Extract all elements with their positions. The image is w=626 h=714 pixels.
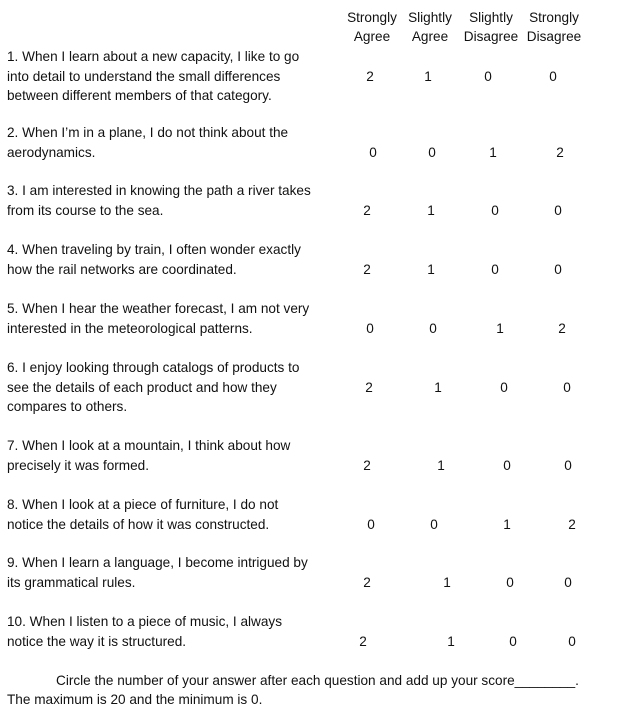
question-text-line: compares to others.	[7, 399, 128, 415]
column-header-line: Strongly	[347, 10, 397, 25]
score-option-strongly-disagree[interactable]: 2	[556, 144, 564, 160]
question-text-line: how the rail networks are coordinated.	[7, 261, 237, 277]
column-header-line: Disagree	[463, 29, 519, 44]
question-8	[7, 495, 352, 534]
question-2	[7, 123, 352, 162]
score-option-strongly-disagree[interactable]: 0	[549, 68, 557, 84]
question-text-line: 8. When I look at a piece of furniture, I do not	[7, 497, 279, 512]
question-3	[7, 181, 352, 220]
question-text-line: into detail to understand the small differences	[7, 68, 281, 84]
question-text-line: 10. When I listen to a piece of music, I always	[7, 614, 283, 629]
score-option-strongly-disagree[interactable]: 0	[568, 633, 576, 649]
question-text-line: 3. I am interested in knowing the path a river takes	[7, 183, 311, 198]
score-option-strongly-disagree[interactable]: 0	[563, 379, 571, 395]
score-option-slightly-agree[interactable]: 1	[427, 202, 435, 218]
score-option-slightly-agree[interactable]: 1	[427, 261, 435, 277]
score-option-slightly-agree[interactable]: 0	[429, 320, 437, 336]
question-4	[7, 240, 352, 279]
score-option-strongly-agree[interactable]: 2	[365, 379, 373, 395]
column-header-line: Strongly	[529, 10, 579, 25]
column-header-line: Agree	[353, 29, 391, 44]
score-option-strongly-agree[interactable]: 2	[359, 633, 367, 649]
score-option-strongly-disagree[interactable]: 0	[554, 261, 562, 277]
question-text-line: interested in the meteorological patterns.	[7, 320, 253, 336]
score-option-slightly-disagree[interactable]: 0	[503, 457, 511, 473]
score-option-slightly-agree[interactable]: 1	[424, 68, 432, 84]
score-option-strongly-agree[interactable]: 0	[366, 320, 374, 336]
question-1	[7, 47, 352, 106]
question-text-line: see the details of each product and how they	[7, 379, 277, 395]
score-option-slightly-disagree[interactable]: 0	[506, 574, 514, 590]
score-option-strongly-disagree[interactable]: 0	[564, 457, 572, 473]
question-9	[7, 553, 352, 592]
score-option-slightly-agree[interactable]: 0	[430, 516, 438, 532]
question-7	[7, 436, 352, 475]
column-header-line: Agree	[411, 29, 449, 44]
question-text-line: precisely it was formed.	[7, 457, 150, 473]
column-header-line: Slightly	[469, 10, 513, 25]
score-option-slightly-agree[interactable]: 1	[434, 379, 442, 395]
score-option-strongly-disagree[interactable]: 0	[554, 202, 562, 218]
question-text-line: 4. When traveling by train, I often wonder exactly	[7, 242, 301, 257]
question-text-line: 6. I enjoy looking through catalogs of products to	[7, 360, 300, 375]
question-text-line: aerodynamics.	[7, 144, 96, 160]
instruction-text: Circle the number of your answer after each question and add up your score________.	[56, 673, 579, 688]
score-option-strongly-agree[interactable]: 2	[363, 202, 371, 218]
question-6	[7, 358, 352, 417]
question-text-line: between different members of that category.	[7, 88, 272, 104]
score-option-slightly-disagree[interactable]: 0	[500, 379, 508, 395]
score-option-strongly-agree[interactable]: 2	[363, 574, 371, 590]
score-option-strongly-agree[interactable]: 0	[369, 144, 377, 160]
score-option-strongly-agree[interactable]: 2	[366, 68, 374, 84]
score-option-strongly-agree[interactable]: 2	[363, 261, 371, 277]
score-option-slightly-disagree[interactable]: 0	[484, 68, 492, 84]
score-option-strongly-disagree[interactable]: 0	[564, 574, 572, 590]
score-option-slightly-agree[interactable]: 1	[437, 457, 445, 473]
score-option-slightly-disagree[interactable]: 1	[503, 516, 511, 532]
column-header-line: Slightly	[408, 10, 452, 25]
score-option-slightly-agree[interactable]: 1	[447, 633, 455, 649]
question-text-line: 1. When I learn about a new capacity, I like to go	[7, 49, 300, 64]
score-option-slightly-agree[interactable]: 1	[443, 574, 451, 590]
score-option-strongly-agree[interactable]: 0	[367, 516, 375, 532]
score-option-strongly-disagree[interactable]: 2	[568, 516, 576, 532]
question-10	[7, 612, 352, 651]
score-option-slightly-disagree[interactable]: 0	[509, 633, 517, 649]
column-header-line: Disagree	[526, 29, 582, 44]
score-option-slightly-agree[interactable]: 0	[428, 144, 436, 160]
question-5	[7, 299, 352, 338]
score-option-strongly-disagree[interactable]: 2	[558, 320, 566, 336]
question-text-line: notice the way it is structured.	[7, 633, 187, 649]
question-text-line: 9. When I learn a language, I become intrigued by	[7, 555, 308, 570]
question-text-line: notice the details of how it was constructed.	[7, 516, 270, 532]
column-header-strongly-disagree	[514, 8, 594, 46]
question-text-line: its grammatical rules.	[7, 574, 136, 590]
score-option-slightly-disagree[interactable]: 1	[489, 144, 497, 160]
score-option-strongly-agree[interactable]: 2	[363, 457, 371, 473]
score-option-slightly-disagree[interactable]: 1	[496, 320, 504, 336]
question-text-line: from its course to the sea.	[7, 202, 164, 218]
question-text-line: 7. When I look at a mountain, I think about how	[7, 438, 291, 453]
question-text-line: 2. When I’m in a plane, I do not think about the	[7, 125, 289, 140]
score-option-slightly-disagree[interactable]: 0	[491, 261, 499, 277]
score-option-slightly-disagree[interactable]: 0	[491, 202, 499, 218]
question-text-line: 5. When I hear the weather forecast, I am not very	[7, 301, 310, 316]
score-range-text: The maximum is 20 and the minimum is 0.	[7, 692, 263, 707]
